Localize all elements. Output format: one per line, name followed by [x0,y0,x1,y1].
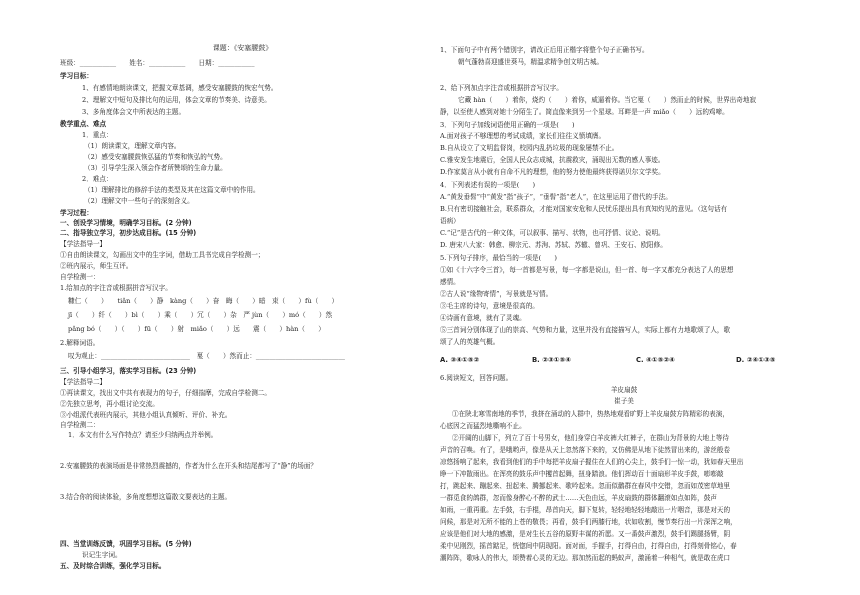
passage-line: 声音的召唤。有了，是哦哟声，像是从天上忽然落下来的，又仿佛是从地下徒然冒出来的，游丝般卷 [440,446,731,454]
section-3-heading: 三、引导小组学习，落实学习目标。(23 分钟) [60,367,197,375]
passage-line: 如雨，一重再重。左手鼓，右手棍，昂首向天，脚下复转，轻轻地轻轻地敲出一片咽音，那是对天的 [440,506,731,514]
guide-item: ②先独立思考，再小组讨论交流。 [60,400,159,408]
key-item: （1）朗读课文，理解文章内容。 [84,142,181,150]
passage-line: 柔中见刚烈，摇首踮足，恍惚间中阴现阳。面对面，手握手，打得自由，打得自由，打得刻骨铭心，春 [440,542,737,550]
choice-d: D. ②④①③⑤ [736,356,776,364]
process-heading: 学习过程： [60,209,93,217]
question-3: 3.结合你的阅读体验，多角度想想这篇散文要表达的主题。 [60,493,232,501]
question-2: 2.安塞腰鼓的表演场面是非常热烈震撼的，作者为什么在开头和结尾都写了“静”的场面？ [60,462,317,470]
guide-item: ③小组派代表班内展示，其他小组认真倾听、评价、补充。 [60,411,232,419]
section-1-heading: 一、创设学习情境，明确学习目标。(2 分钟) [60,219,192,227]
exercise-5-item: ④诗画有意境，就有了灵魂。 [440,314,526,322]
passage-line: 睁一下冲散雨出。在浑亮的鼓乐声中攫首起舞，扭身踏浪。他们挥动百十面扇形羊皮手鼓，嘭嘭敲 [440,470,724,478]
explain-terms-line: 叹为观止：___________________________ 戛（ ）然而止：___________________________ [68,352,345,360]
exercise-2-text: 静，以至使人感到对她十分陌生了。简直像来到另一个星球。耳畔是一声 miǎo（ ）远的鸡啼。 [440,108,729,116]
key-item: （1）理解排比的修辞手法的类型及其在这篇文章中的作用。 [84,186,260,194]
passage-line: 打，跳起来、蹦起来、扭起来、腾挪起来、歌吟起来。忽而似鹳群在春风中交错，忽而如茂密草地里 [440,482,731,490]
exercise-5-item: ①如《十六字令三首》，每一首都是写景，每一字都是说山，但一首、每一字又都充分表达了人的思想 [440,266,734,274]
guide-item: ①再读课文，找出文中共有表现力的句子，仔细揣摩，完成自学检测二。 [60,389,271,397]
pinyin-row: 糠仁（ ） tiǎn（ ）静 kàng（ ）奋 晦（ ）暗 束（ ）fù（ ） [68,297,339,305]
exercise-6: 6.阅读短文，回答问题。 [440,374,513,382]
goals-heading: 学习目标： [60,72,93,80]
lesson-title: 课题：《安塞腰鼓》 [212,44,273,52]
passage-line: 问候，那是对无所不能的上苍的敬畏；再看，鼓手们两膝行地，状如收割，慢节奏行出一片深浑之响， [440,518,737,526]
section-2-heading: 二、指导独立学习，初步达成目标。(15 分钟) [60,229,197,237]
exercise-5-item: 颂了人的英雄气概。 [440,338,500,346]
pinyin-row: pǎng bó（ ）（ ）fū（ ）射 miǎo（ ）远 震（ ）hàn（ ） [68,325,325,333]
exercise-5-choices [440,356,808,366]
exercise-2-text: 它藏 hàn（ ）着你，烧灼（ ）着你，威逼着你。当它戛（ ）然而止的时候，世界出奇地寂 [458,96,757,104]
key-item: （2）感受安塞腰鼓恢弘猛的节奏和恢弘的气势。 [84,153,227,161]
passage-title: 羊皮扇鼓 [610,386,638,394]
section-4-task: 识记生字词。 [82,551,122,559]
key-item: 2．难点： [82,175,113,183]
passage-author: 崔子美 [614,397,634,405]
key-points-heading: 教学重点、难点 [60,120,107,128]
choice-b: B. ②③①⑤④ [532,356,571,364]
passage-line: 凉悠扬响了起来，我看到他们的手中每把羊皮扇子握住在人们的心尖上，鼓手们一惊一动，犹如春天里出 [440,458,744,466]
self-check-2-heading: 自学检测二： [60,421,100,429]
exercise-1: 1、下面句子中有两个错别字，请改正后用正楷字将整个句子正确书写。 [440,46,649,54]
exercise-4-option: C.“记”是古代的一种文体，可以叙事、描写、状物，也可抒情、议论、说明。 [440,229,665,237]
goal-item: 3、多角度体会文中所表达的主题。 [82,108,186,116]
question-1: 1．本文有什么写作特点？请至少归纳两点并举例。 [68,431,218,439]
left-column [60,0,425,595]
key-item: 1．重点： [82,131,113,139]
exercise-4-option: A.“黄发垂髫”中“黄发”指“孩子”，“垂髫”指“老人”，在这里运用了借代的手法。 [440,193,672,201]
right-column [440,0,808,595]
exercise-3-option: D.作家莫言从小就有自命不凡的理想，他的努力使他最终获得诺贝尔文学奖。 [440,168,665,176]
exercise-3-option: B.自从设立了文明监督岗，校园内乱扔垃圾的现象屡禁不止。 [440,144,619,152]
key-item: （2）理解文中一些句子的深刻含义。 [84,197,194,205]
self-check-1-heading: 自学检测一： [60,273,100,281]
passage-line: 一群觅食的鸽群，忽而像身醉心不醉的武士……天色由远，羊皮扇鼓的群体翻滚如点如阵，鼓声 [440,494,717,502]
exercise-5: 5.下列句子排序，最恰当的一项是( ) [440,254,557,262]
exercise-4: 4．下列表述有误的一项是( ) [440,181,536,189]
exercise-2: 2、给下列加点字注音或根据拼音写汉字。 [440,84,563,92]
goal-item: 1、有感情地朗读课文，把握文章基调，感受安塞腰鼓的恢宏气势。 [82,84,278,92]
passage-line: 心底因之而猛烈地嘶响不止。 [440,422,526,430]
check-2-instruction: 2.解释词语。 [60,339,100,347]
guide-item: ①自由朗读课文，勾画出文中的生字词，借助工具书完成自学检测一； [60,251,265,259]
guide-1-heading: 【学法指导一】 [60,240,107,248]
guide-2-heading: 【学法指导二】 [60,378,107,386]
exercise-4-option: 语病） [440,217,460,225]
exercise-5-item: ②古人说“缘物寄情”，写景就是写情。 [440,290,553,298]
exercise-1-sentence: 朝气蓬勃喜迎盛世葵马，精温求精争创文明古城。 [458,58,604,66]
exercise-5-item: ③毛主席的诗句，意境是很高的。 [440,302,539,310]
exercise-5-item: ⑤三首词分别体现了山的崇高、气势和力量，这里并没有直接描写人，实际上都有力地歌颂了人，歌 [440,326,731,334]
passage-line: ①在陕北寒雪南地的季节，我挤在涌动的人群中，热热地观看旷野上羊皮扇鼓方阵精彩的表演， [452,410,729,418]
choice-c: C. ④①⑤②④ [636,356,675,364]
passage-line: ②开阔的山脚下，列立了百十号男女，他们身穿白羊皮裤大红裤子，在群山为背景的大地上等待 [452,434,729,442]
section-4-heading: 四、当堂训练反馈，巩固学习目标。(5 分钟) [60,540,192,548]
exercise-4-option: B.只有密切接触社会，联系群众，才能对国家安危和人民忧乐提出具有真知灼见的意见。（这句话有 [440,205,728,213]
passage-line: 潮阵阵，歌咏人的伟大，颂赞着心灵的无边。那加然而起的蚂蚁声，激涌着一种相气，就是敢在虎口 [440,554,731,562]
pinyin-row: jī（ ）纤（ ）bì（ ）乘（ ）冗（ ）杂 严 jùn（ ）mó（ ）然 [68,311,333,319]
goal-item: 2、理解文中短句及排比句的运用，体会文章的节奏美、诗意美。 [82,96,271,104]
key-item: （3）引导学生深入领会作者所赞颂的生命力量。 [84,164,227,172]
exercise-4-option: D. 唐宋八大家：韩愈、柳宗元、苏洵、苏轼、苏辙、曾巩、王安石、欧阳修。 [440,241,667,249]
exercise-3: 3．下列句子加线词语使用正确的一项是( ) [440,121,575,129]
section-5-heading: 五、及时综合训练，强化学习目标。 [60,562,166,570]
student-info-fields: 班级：___________ 姓名：___________ 日期：___________ [60,59,255,67]
choice-a: A. ③④①⑤② [440,356,480,364]
guide-item: ②班内展示，师生互评。 [60,262,133,270]
passage-line: 应该是他们对大地的感激，是对生长五谷的原野丰谋的祈愿。又一番鼓声激烈，鼓手们踢腿扬臂，阴 [440,530,731,538]
exercise-3-option: A.面对孩子不够理想的考试成绩，家长们往往义愤填膺。 [440,132,606,140]
exercise-5-item: 感情。 [440,278,460,286]
exercise-3-option: C.雅安发生地震后，全国人民众志成城，抗震救灾，涌现出无数的感人事迹。 [440,156,665,164]
check-1-instruction: 1.给加点的字注音或根据拼音写汉字。 [60,284,172,292]
